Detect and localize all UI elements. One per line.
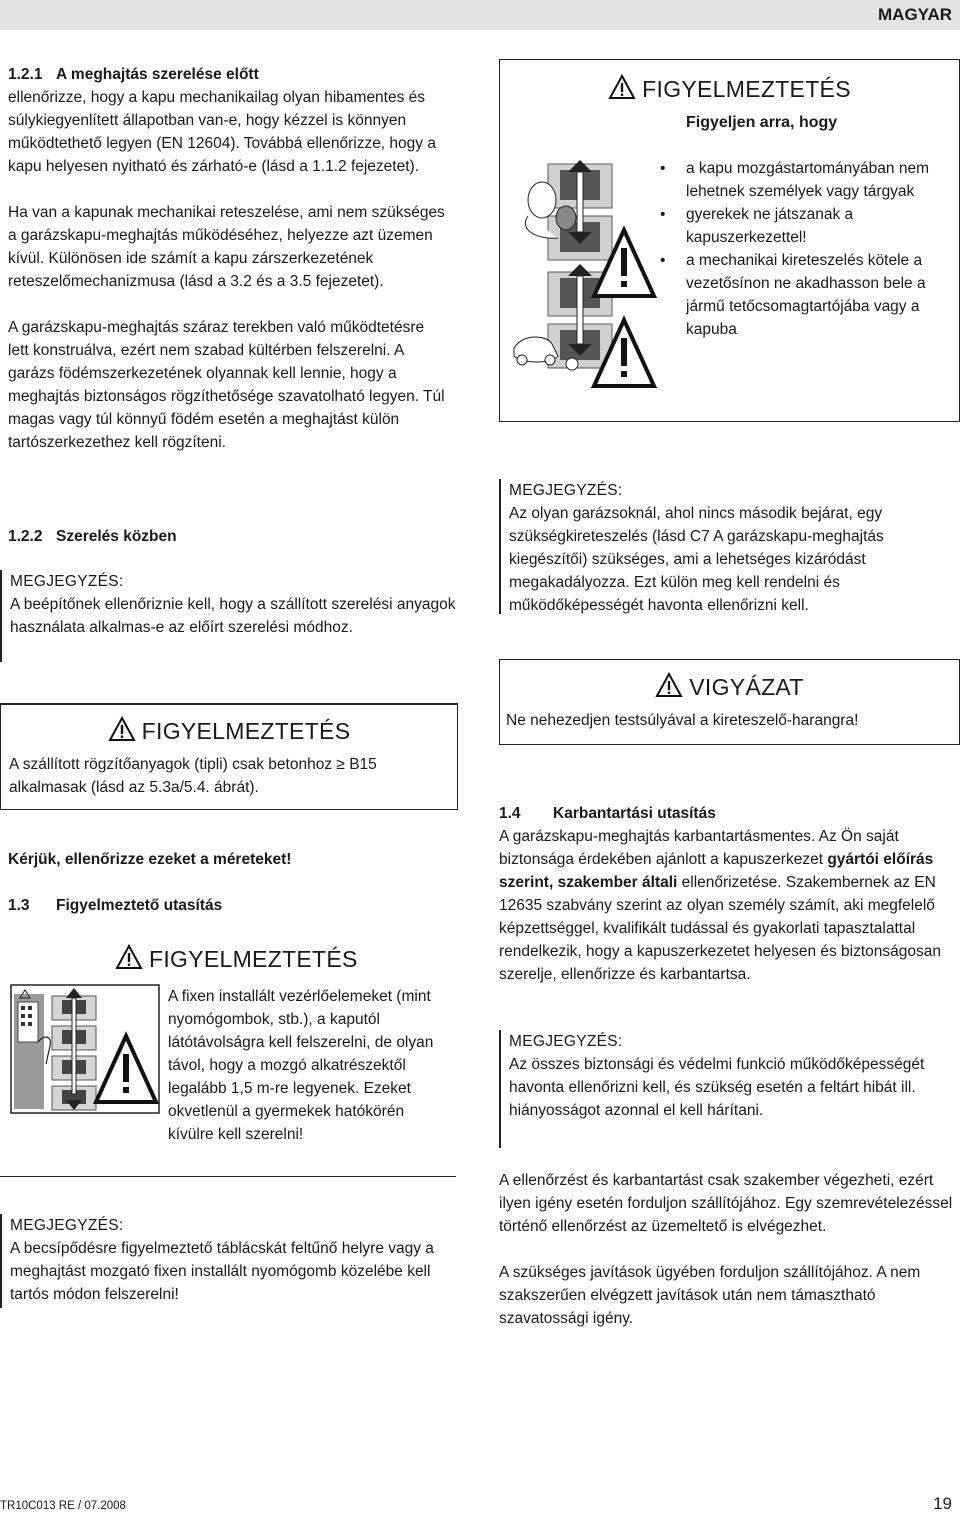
note-box: MEGJEGYZÉS: Az összes biztonsági és védelmi funkció működőképességét havonta ellenőrizni kell, és szükség esetén a feltárt hibát ill. hiányosságot azonnal el kell hárítani.	[499, 1030, 960, 1148]
section-1-4-cont	[499, 1169, 954, 1330]
warning-triangle-icon	[608, 74, 636, 100]
section-heading-1-3: 1.3 Figyelmeztető utasítás	[8, 897, 223, 914]
caution-text: Ne nehezedjen testsúlyával a kireteszelő-harangra!	[506, 712, 859, 729]
list-item: • gyerekek ne játszanak a kapuszerkezettel!	[658, 203, 950, 249]
check-dimensions: Kérjük, ellenőrizze ezeket a méreteket!	[8, 851, 292, 868]
paragraph: A garázskapu-meghajtás karbantartásmentes. Az Ön saját biztonsága érdekében ajánlott a kapuszerkezet gyártói előírás szerint, szakember általi ellenőrizetése. Szakembernek az EN 12635 szabvány szerint az olyan személy számít, aki megfelelő képzettséggel, kvalifikált tudással és gyakorlati tapasztalattal rendelkezik, hogy a kapuszerkezetet helyesen és biztonságosan szerelje, ellenőrizze és karbantartsa.	[499, 828, 942, 983]
warning-text: A szállított rögzítőanyagok (tipli) csak betonhoz ≥ B15 alkalmasak (lásd az 5.3a/5.4. ábrát).	[9, 756, 377, 796]
language-label: MAGYAR	[878, 5, 952, 24]
warning-subtitle: Figyeljen arra, hogy	[686, 114, 838, 131]
note-box: MEGJEGYZÉS: Az olyan garázsoknál, ahol nincs második bejárat, egy szükségkireteszelés (lásd C7 A garázskapu-meghajtás kiegészítői) szükséges, ami a lehetséges kizáródást megakadályozza. Ezt külön meg kell rendelni és működőképességét havonta ellenőrizni kell.	[499, 479, 960, 614]
note-box: MEGJEGYZÉS: A becsípődésre figyelmeztető táblácskát feltűnő helyre vagy a meghajtást mozgató fixen installált nyomógomb közelébe kell tartós módon felszerelni!	[0, 1214, 465, 1308]
section-heading: 1.2.2 Szerelés közben	[8, 528, 177, 545]
section-heading: 1.2.1 A meghajtás szerelése előtt	[8, 66, 259, 83]
note-box: MEGJEGYZÉS: A beépítőnek ellenőriznie kell, hogy a szállított szerelési anyagok használata alkalmas-e az előírt szerelési módhoz.	[0, 570, 465, 662]
warning-triangle-icon	[108, 716, 136, 742]
warning-triangle-icon	[115, 944, 143, 970]
paragraph: A szükséges javítások ügyében forduljon szállítójához. A nem szakszerűen elvégzett javítások után nem támasztható szavatossági igény.	[499, 1264, 921, 1327]
section-1-4	[499, 802, 954, 986]
door-hazard-illustration	[508, 160, 658, 438]
warning-title: FIGYELMEZTETÉS	[500, 74, 959, 103]
warning-box-controls	[0, 934, 456, 1177]
warning-box-anchors	[0, 703, 458, 810]
paragraph: Ha van a kapunak mechanikai reteszelése, ami nem szükséges a garázskapu-meghajtás működéséhez, helyezze azt üzemen kívül. Különösen ide számít a kapu zárszerkezetének reteszelőmechanizmusa (lásd a 3.2 és a 3.5 fejezetet).	[8, 204, 445, 290]
warning-triangle-icon	[655, 672, 683, 698]
warning-text: A fixen installált vezérlőelemeket (mint nyomógombok, stb.), a kaputól látótávolságra kell felszerelni, de olyan távol, hogy a mozgó alkatrészektől legalább 1,5 m-re legyenek. Ezeket okvetlenül a gyermekek hatókörén kívülre kell szerelni!	[168, 988, 434, 1143]
warning-title: FIGYELMEZTETÉS	[1, 716, 457, 745]
paragraph: ellenőrizze, hogy a kapu mechanikailag olyan hibamentes és súlykiegyenlített állapotban van-e, hogy kézzel is könnyen működtethető legyen (EN 12604). Továbbá ellenőrizze, hogy a kapu helyesen nyitható és zárható-e (lásd a 1.1.2 fejezetet).	[8, 89, 436, 175]
list-item: • a mechanikai kireteszelés kötele a vezetősínon ne akadhasson bele a jármű tetőcsomagtartójába vagy a kapuba	[658, 249, 950, 341]
header-bar	[0, 0, 960, 30]
section-heading: 1.4 Karbantartási utasítás	[499, 805, 716, 822]
section-1-2-2	[8, 525, 458, 548]
list-item: • a kapu mozgástartományában nem lehetnek személyek vagy tárgyak	[658, 157, 950, 203]
paragraph: A ellenőrzést és karbantartást csak szakember végezheti, ezért ilyen igény esetén forduljon szállítójához. Egy szemrevételezéssel történő ellenőrzést az üzemeltető is elvégezhet.	[499, 1172, 953, 1235]
caution-box	[499, 659, 960, 745]
warning-box-safety	[499, 59, 960, 422]
warning-title: FIGYELMEZTETÉS	[115, 944, 358, 973]
paragraph: A garázskapu-meghajtás száraz terekben való működtetésre lett konstruálva, ezért nem szabad kültérben felszerelni. A garázs födémszerkezetének olyannak kell lennie, hogy a meghajtás biztonságos rögzíthetősége szavatolható legyen. Túl magas vagy túl könnyű födém esetén a meghajtást külön tartószerkezethez kell rögzíteni.	[8, 319, 445, 451]
warning-bullets	[658, 157, 950, 341]
caution-title: VIGYÁZAT	[500, 672, 959, 701]
page-number: 19	[933, 1494, 952, 1513]
section-1-2-1	[8, 63, 448, 454]
push-button-illustration	[10, 984, 160, 1114]
document-code: TR10C013 RE / 07.2008	[0, 1500, 126, 1512]
